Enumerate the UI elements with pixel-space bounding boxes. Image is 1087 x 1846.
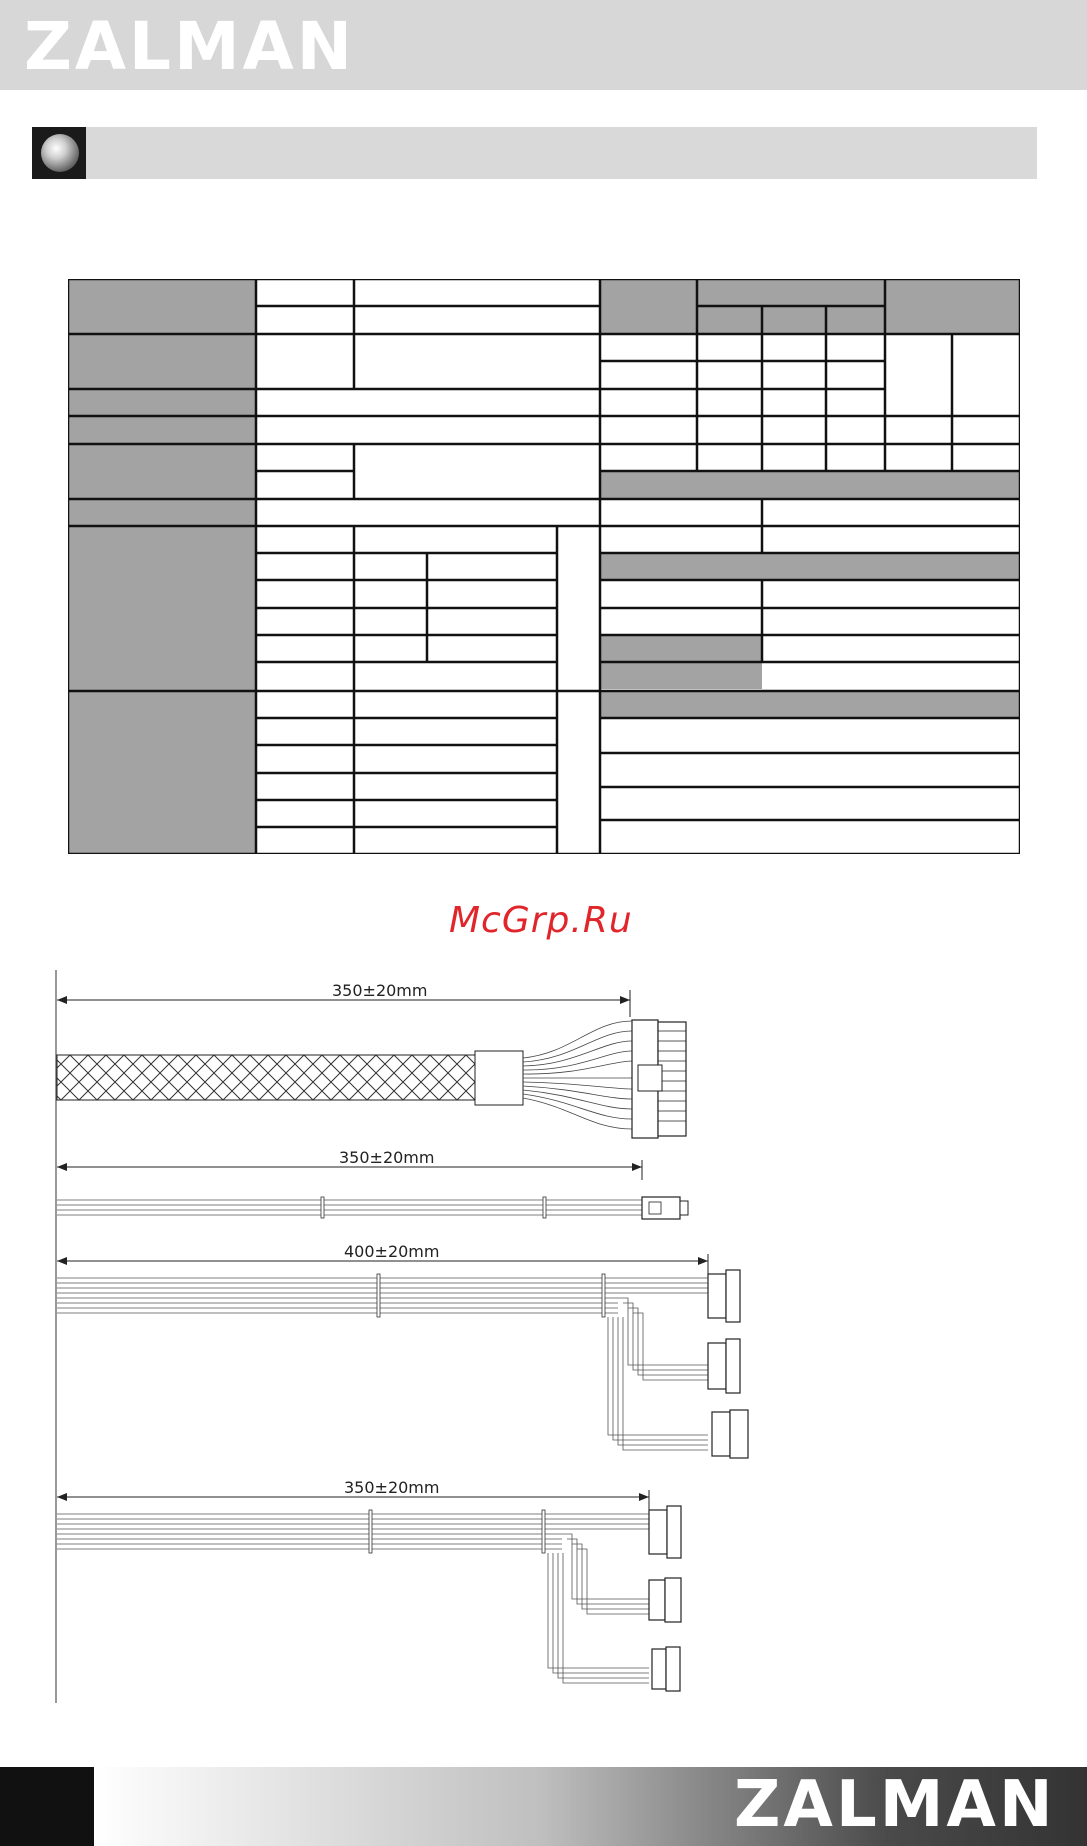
peripheral-2-length: 350±20mm bbox=[344, 1478, 440, 1497]
atx-main-cable bbox=[57, 981, 686, 1138]
brand-logo-footer: ZALMAN bbox=[734, 1768, 1056, 1842]
peripheral-cable-1 bbox=[57, 1242, 748, 1458]
watermark-text: McGrp.Ru bbox=[449, 900, 633, 941]
cable-diagram bbox=[52, 965, 762, 1705]
peripheral-1-length: 400±20mm bbox=[344, 1242, 440, 1261]
spec-table bbox=[68, 279, 1020, 854]
section-title-bar bbox=[32, 127, 1037, 179]
cpu-4pin-length: 350±20mm bbox=[339, 1148, 435, 1167]
atx-main-length: 350±20mm bbox=[332, 981, 428, 1000]
brand-logo: ZALMAN bbox=[24, 8, 355, 85]
table-gray-cells bbox=[68, 279, 1020, 854]
cpu-4pin-cable bbox=[57, 1148, 688, 1219]
peripheral-cable-2 bbox=[57, 1478, 681, 1691]
footer-marker bbox=[0, 1767, 94, 1846]
bullet-ball-icon bbox=[41, 134, 79, 172]
